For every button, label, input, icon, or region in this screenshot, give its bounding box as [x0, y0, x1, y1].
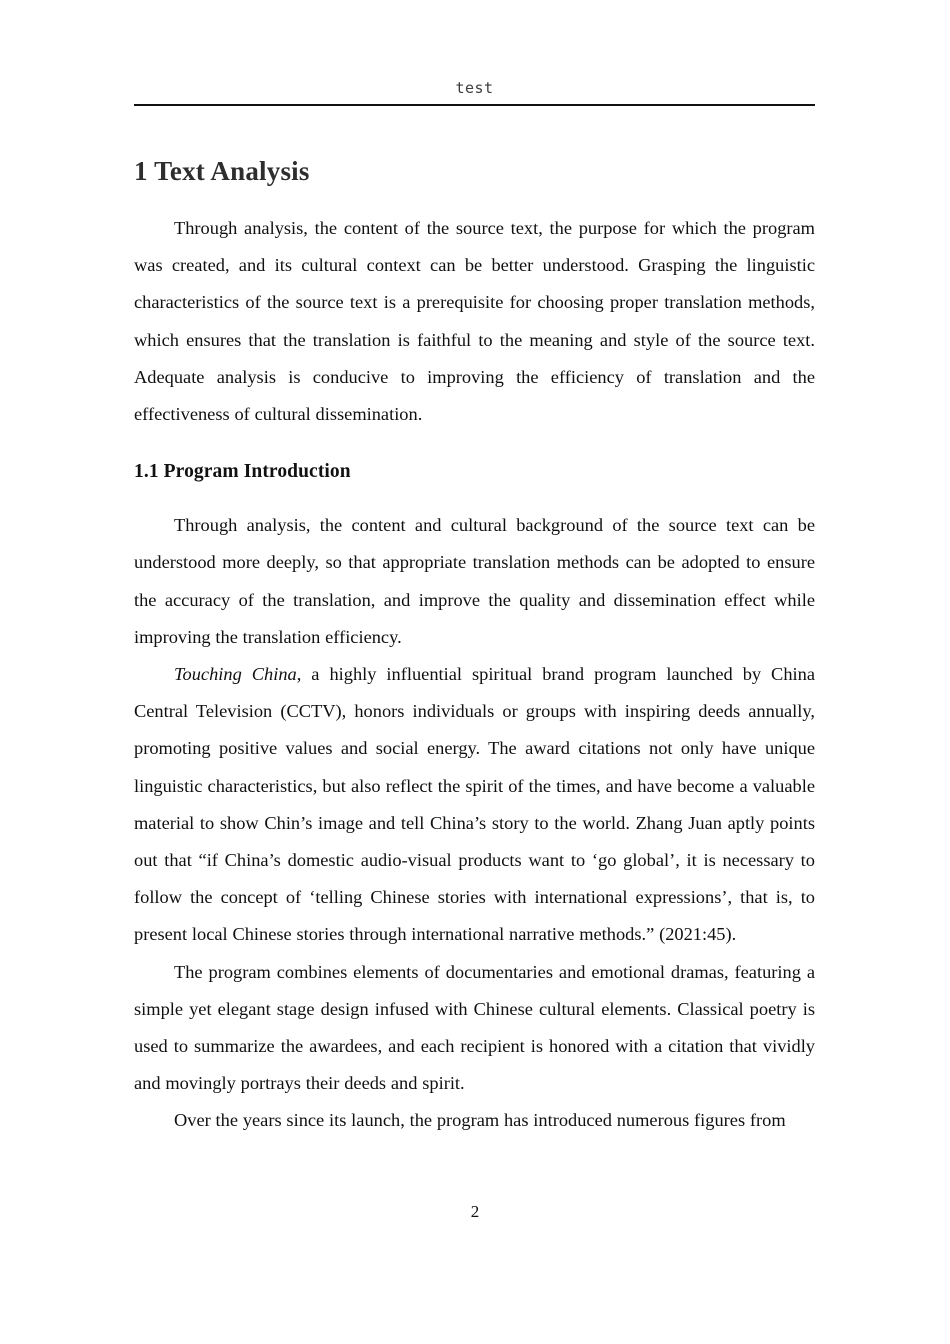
section-heading-program-introduction: 1.1 Program Introduction	[134, 461, 351, 483]
paragraph-program-introduction: Through analysis, the content and cultural background of the source text can be understood more deeply, so that appropriate translation methods can be adopted to ensure the accuracy of the translation, and improve the quality and dissemination effect while improving the translation efficiency.	[134, 515, 815, 647]
paragraph-touching-china-body: , a highly influential spiritual brand program launched by China Central Television (CCTV), honors individuals or groups with inspiring deeds annually, promoting positive values and social energy. The award citations not only have unique linguistic characteristics, but also reflect the spirit of the times, and have become a valuable material to show Chin’s image and tell China’s story to the world. Zhang Juan aptly points out that “if China’s domestic audio-visual products want to ‘go global’, it is necessary to follow the concept of ‘telling Chinese stories with international expressions’, that is, to present local Chinese stories through international narrative methods.” (2021:45).	[134, 664, 815, 945]
program-title-italic: Touching China	[174, 664, 297, 685]
spacer	[134, 433, 815, 459]
page-content	[134, 140, 815, 1140]
page-number: 2	[470, 1202, 480, 1221]
paragraph-text-analysis-intro: Through analysis, the content of the source text, the purpose for which the program was created, and its cultural context can be better understood. Grasping the linguistic characteristics of the source text is a prerequisite for choosing proper translation methods, which ensures that the translation is faithful to the meaning and style of the source text. Adequate analysis is conducive to improving the efficiency of translation and the effectiveness of cultural dissemination.	[134, 218, 815, 425]
header-divider-rule	[134, 104, 815, 106]
spacer	[134, 188, 815, 210]
running-header-text: test	[455, 79, 494, 97]
paragraph-program-format: The program combines elements of documentaries and emotional dramas, featuring a simple yet elegant stage design infused with Chinese cultural elements. Classical poetry is used to summarize the awardees, and each recipient is honored with a citation that vividly and movingly portrays their deeds and spirit.	[134, 961, 815, 1094]
running-header	[134, 78, 815, 106]
chapter-heading: 1 Text Analysis	[134, 156, 310, 186]
paragraph-over-the-years: Over the years since its launch, the program has introduced numerous figures from	[174, 1110, 786, 1131]
paragraph-touching-china	[134, 656, 815, 954]
spacer	[134, 485, 815, 507]
